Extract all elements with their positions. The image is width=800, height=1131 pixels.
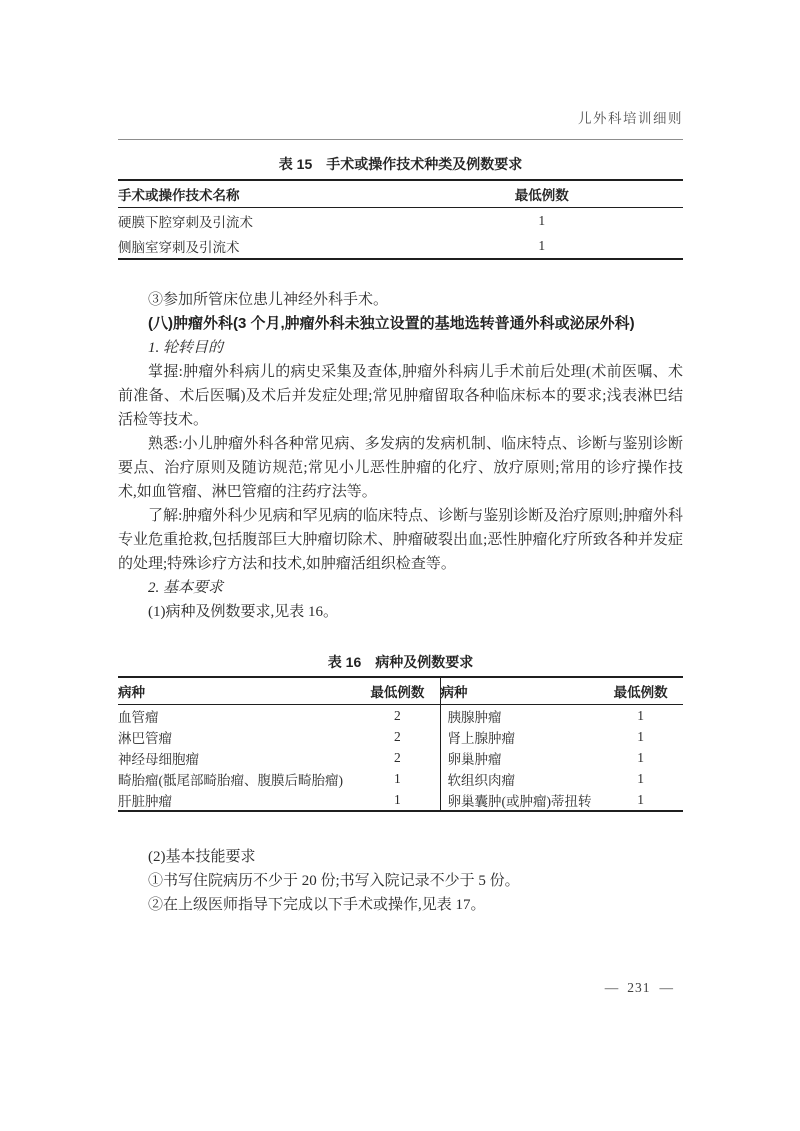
table-row	[118, 233, 683, 259]
table16-header-row	[118, 677, 683, 705]
table-row	[118, 705, 683, 727]
table16-col-disease-right: 病种	[440, 677, 598, 705]
table15-col-spacer	[627, 180, 684, 208]
header-rule	[118, 139, 683, 140]
table16	[118, 676, 683, 812]
disease-name-cell: 淋巴管瘤	[118, 730, 172, 746]
table-row	[118, 208, 683, 234]
table16-caption	[118, 654, 683, 670]
table15	[118, 179, 683, 260]
min-cases-cell: 1	[637, 749, 644, 765]
paragraph-understand: 了解:肿瘤外科少见病和罕见病的临床特点、诊断与鉴别诊断及治疗原则;肿瘤外科专业危重抢救,包括腹部巨大肿瘤切除术、肿瘤破裂出血;恶性肿瘤化疗所致各种并发症的处理;特殊诊疗方法和技术,如肿瘤活组织检查等。	[118, 508, 683, 572]
min-cases-cell: 1	[394, 770, 401, 786]
running-header	[118, 110, 683, 128]
table16-col-min-left: 最低例数	[355, 677, 440, 705]
table16-col-disease-left: 病种	[118, 677, 355, 705]
paragraph-familiar: 熟悉:小儿肿瘤外科各种常见病、多发病的发病机制、临床特点、诊断与鉴别诊断要点、治疗原则及随访规范;常见小儿恶性肿瘤的化疗、放疗原则;常用的诊疗操作技术,如血管瘤、淋巴管瘤的注药疗法等。	[118, 436, 683, 500]
min-cases-cell: 1	[637, 728, 644, 744]
subheading-basic-requirements: 2. 基本要求	[148, 580, 224, 596]
table-row	[118, 726, 683, 747]
procedure-name-cell: 侧脑室穿刺及引流术	[118, 239, 240, 255]
paragraph-skill1: ①书写住院病历不少于 20 份;书写入院记录不少于 5 份。	[148, 873, 520, 889]
table-row	[118, 747, 683, 768]
disease-name-cell: 软组织肉瘤	[440, 768, 598, 789]
subheading-rotation-purpose: 1. 轮转目的	[148, 340, 224, 356]
min-cases-cell: 2	[394, 749, 401, 765]
disease-name-cell: 卵巢囊肿(或肿瘤)蒂扭转	[440, 789, 598, 811]
paragraph-item-2: (2)基本技能要求	[148, 849, 256, 865]
body-text-block	[118, 288, 683, 624]
table-row	[118, 768, 683, 789]
disease-name-cell: 卵巢肿瘤	[440, 747, 598, 768]
disease-name-cell: 肝脏肿瘤	[118, 793, 172, 809]
min-cases-cell: 1	[637, 791, 644, 807]
disease-name-cell: 血管瘤	[118, 709, 159, 725]
disease-name-cell: 畸胎瘤(骶尾部畸胎瘤、腹膜后畸胎瘤)	[118, 772, 343, 788]
min-cases-cell: 1	[637, 707, 644, 723]
table15-header-row	[118, 180, 683, 208]
running-header-title: 儿外科培训细则	[578, 111, 683, 126]
paragraph-master: 掌握:肿瘤外科病儿的病史采集及查体,肿瘤外科病儿手术前后处理(术前医嘱、术前准备、术后医嘱)及术后并发症处理;常见肿瘤留取各种临床标本的要求;浅表淋巴结活检等技术。	[118, 364, 683, 428]
table15-caption	[118, 156, 683, 172]
paragraph-item3: ③参加所管床位患儿神经外科手术。	[148, 292, 389, 308]
disease-name-cell: 胰腺肿瘤	[440, 705, 598, 727]
min-cases-cell: 1	[394, 791, 401, 807]
min-cases-cell: 1	[637, 770, 644, 786]
procedure-name-cell: 硬膜下腔穿刺及引流术	[118, 214, 253, 230]
table15-caption-text: 手术或操作技术种类及例数要求	[326, 156, 523, 172]
page-number	[118, 980, 683, 996]
table-row	[118, 789, 683, 811]
table16-caption-label: 表 16	[327, 654, 362, 670]
table15-caption-label: 表 15	[278, 156, 313, 172]
body-text-block-2	[118, 845, 683, 917]
paragraph-item-1: (1)病种及例数要求,见表 16。	[148, 604, 338, 620]
min-cases-cell: 1	[538, 212, 546, 228]
disease-name-cell: 神经母细胞瘤	[118, 751, 199, 767]
min-cases-cell: 2	[394, 728, 401, 744]
paragraph-skill2: ②在上级医师指导下完成以下手术或操作,见表 17。	[148, 897, 486, 913]
table15-col-min-cases: 最低例数	[457, 180, 627, 208]
page-content	[118, 0, 683, 996]
table16-caption-text: 病种及例数要求	[375, 654, 474, 670]
section-heading: (八)肿瘤外科(3 个月,肿瘤外科未独立设置的基地选转普通外科或泌尿外科)	[148, 315, 635, 332]
folio-dash-right: —	[659, 980, 673, 995]
min-cases-cell: 1	[538, 237, 546, 253]
min-cases-cell: 2	[394, 707, 401, 723]
disease-name-cell: 肾上腺肿瘤	[440, 726, 598, 747]
table16-col-min-right: 最低例数	[598, 677, 683, 705]
folio-dash-left: —	[604, 980, 619, 995]
table15-col-procedure: 手术或操作技术名称	[118, 180, 457, 208]
folio-number: 231	[627, 980, 651, 995]
